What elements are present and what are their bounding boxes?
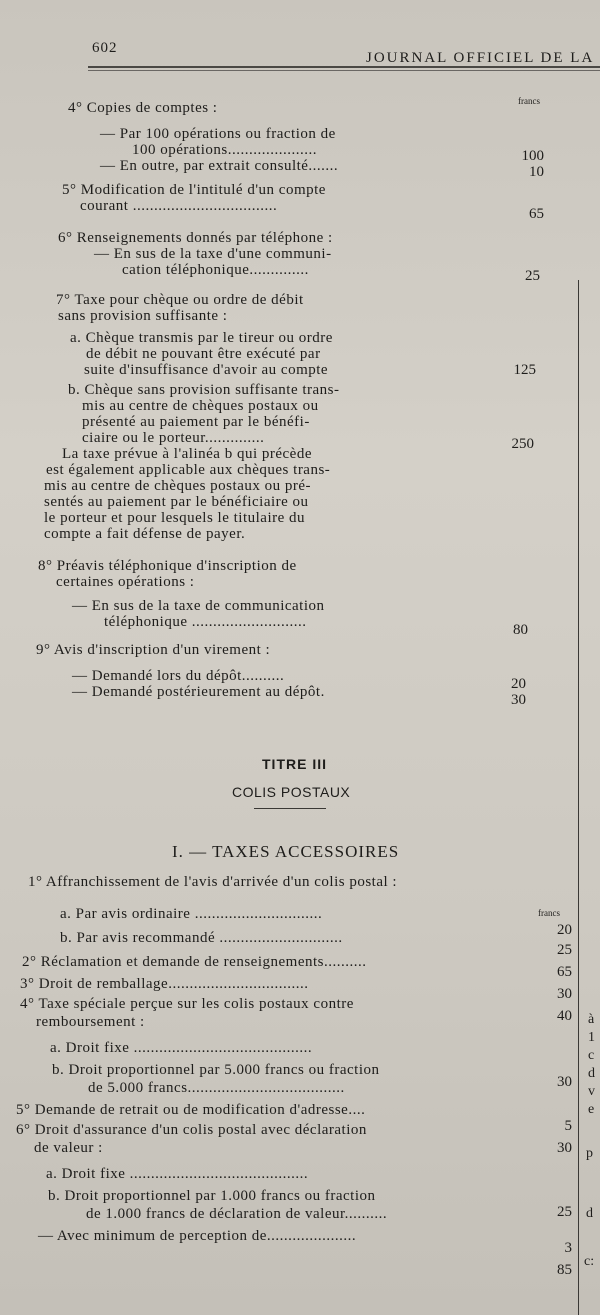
- francs-unit-label: francs: [518, 96, 540, 106]
- next-column-fragment: à: [588, 1012, 595, 1027]
- text-line: — Avec minimum de perception de.....................: [38, 1228, 357, 1244]
- text-line: a. Droit fixe ..........................................: [46, 1166, 309, 1182]
- text-line: mis au centre de chèques postaux ou: [82, 398, 319, 414]
- journal-title: JOURNAL OFFICIEL DE LA: [366, 50, 595, 66]
- page-number: 602: [92, 40, 118, 56]
- text-line: 4° Taxe spéciale perçue sur les colis postaux contre: [20, 996, 354, 1012]
- title-rule: [254, 808, 326, 809]
- amount: 10: [529, 164, 544, 180]
- column-rule: [578, 280, 579, 1315]
- amount: 20: [557, 922, 572, 938]
- titre-subheading: COLIS POSTAUX: [232, 784, 351, 800]
- section-heading: I. — TAXES ACCESSOIRES: [172, 842, 400, 861]
- amount: 25: [525, 268, 540, 284]
- text-line: de valeur :: [34, 1140, 103, 1156]
- text-line: 8° Préavis téléphonique d'inscription de: [38, 558, 297, 574]
- header-rule-thin: [88, 70, 600, 71]
- amount: 25: [557, 942, 572, 958]
- text-line: a. Chèque transmis par le tireur ou ordre: [70, 330, 333, 346]
- amount: 65: [557, 964, 572, 980]
- text-line: sentés au paiement par le bénéficiaire ou: [44, 494, 309, 510]
- amount: 40: [557, 1008, 572, 1024]
- amount: 125: [513, 362, 536, 378]
- text-line: — En sus de la taxe d'une communi-: [94, 246, 332, 262]
- amount: 5: [564, 1118, 572, 1134]
- next-column-fragment: 1: [588, 1030, 595, 1045]
- amount: 30: [557, 1074, 572, 1090]
- next-column-fragment: p: [586, 1146, 593, 1161]
- francs-unit-label: francs: [538, 908, 560, 918]
- text-line: mis au centre de chèques postaux ou pré-: [44, 478, 311, 494]
- text-line: 6° Droit d'assurance d'un colis postal avec déclaration: [16, 1122, 367, 1138]
- next-column-fragment: d: [586, 1206, 593, 1221]
- text-line: a. Par avis ordinaire ..............................: [60, 906, 323, 922]
- text-line: La taxe prévue à l'alinéa b qui précède: [62, 446, 312, 462]
- text-line: téléphonique ...........................: [104, 614, 307, 630]
- text-line: 2° Réclamation et demande de renseignements..........: [22, 954, 367, 970]
- text-line: présenté au paiement par le bénéfi-: [82, 414, 310, 430]
- amount: 30: [557, 986, 572, 1002]
- text-line: de débit ne pouvant être exécuté par: [86, 346, 321, 362]
- text-line: ciaire ou le porteur..............: [82, 430, 265, 446]
- next-column-fragment: e: [588, 1102, 595, 1117]
- text-line: 9° Avis d'inscription d'un virement :: [36, 642, 271, 658]
- amount: 85: [557, 1262, 572, 1278]
- text-line: le porteur et pour lesquels le titulaire du: [44, 510, 306, 526]
- text-line: 100 opérations.....................: [132, 142, 317, 158]
- text-line: — En outre, par extrait consulté.......: [100, 158, 339, 174]
- next-column-fragment: c: [588, 1048, 595, 1063]
- text-line: 4° Copies de comptes :: [68, 100, 218, 116]
- text-line: 6° Renseignements donnés par téléphone :: [58, 230, 333, 246]
- text-line: — Demandé postérieurement au dépôt.: [72, 684, 325, 700]
- text-line: de 5.000 francs.....................................: [88, 1080, 345, 1096]
- next-column-fragment: c:: [584, 1254, 595, 1269]
- text-line: b. Par avis recommandé .............................: [60, 930, 343, 946]
- text-line: — Par 100 opérations ou fraction de: [100, 126, 336, 142]
- amount: 30: [557, 1140, 572, 1156]
- text-line: remboursement :: [36, 1014, 145, 1030]
- next-column-fragment: d: [588, 1066, 595, 1081]
- text-line: 3° Droit de remballage.................................: [20, 976, 309, 992]
- amount: 30: [511, 692, 526, 708]
- text-line: 5° Modification de l'intitulé d'un compte: [62, 182, 326, 198]
- text-line: compte a fait défense de payer.: [44, 526, 246, 542]
- titre-heading: TITRE III: [262, 756, 327, 772]
- next-column-fragment: v: [588, 1084, 595, 1099]
- text-line: b. Droit proportionnel par 5.000 francs ou fraction: [52, 1062, 380, 1078]
- text-line: 5° Demande de retrait ou de modification d'adresse....: [16, 1102, 366, 1118]
- text-line: — En sus de la taxe de communication: [72, 598, 325, 614]
- header-rule: [88, 66, 600, 68]
- text-line: cation téléphonique..............: [122, 262, 309, 278]
- text-line: est également applicable aux chèques trans-: [46, 462, 331, 478]
- text-line: suite d'insuffisance d'avoir au compte: [84, 362, 329, 378]
- amount: 25: [557, 1204, 572, 1220]
- amount: 80: [513, 622, 528, 638]
- text-line: de 1.000 francs de déclaration de valeur..........: [86, 1206, 388, 1222]
- text-line: certaines opérations :: [56, 574, 195, 590]
- text-line: courant ..................................: [80, 198, 278, 214]
- amount: 3: [564, 1240, 572, 1256]
- text-line: 7° Taxe pour chèque ou ordre de débit: [56, 292, 304, 308]
- text-line: sans provision suffisante :: [58, 308, 228, 324]
- text-line: — Demandé lors du dépôt..........: [72, 668, 285, 684]
- text-line: b. Droit proportionnel par 1.000 francs ou fraction: [48, 1188, 376, 1204]
- amount: 65: [529, 206, 544, 222]
- amount: 20: [511, 676, 526, 692]
- text-line: b. Chèque sans provision suffisante trans-: [68, 382, 340, 398]
- text-line: a. Droit fixe ..........................................: [50, 1040, 313, 1056]
- amount: 250: [511, 436, 534, 452]
- text-line: 1° Affranchissement de l'avis d'arrivée d'un colis postal :: [28, 874, 398, 890]
- amount: 100: [521, 148, 544, 164]
